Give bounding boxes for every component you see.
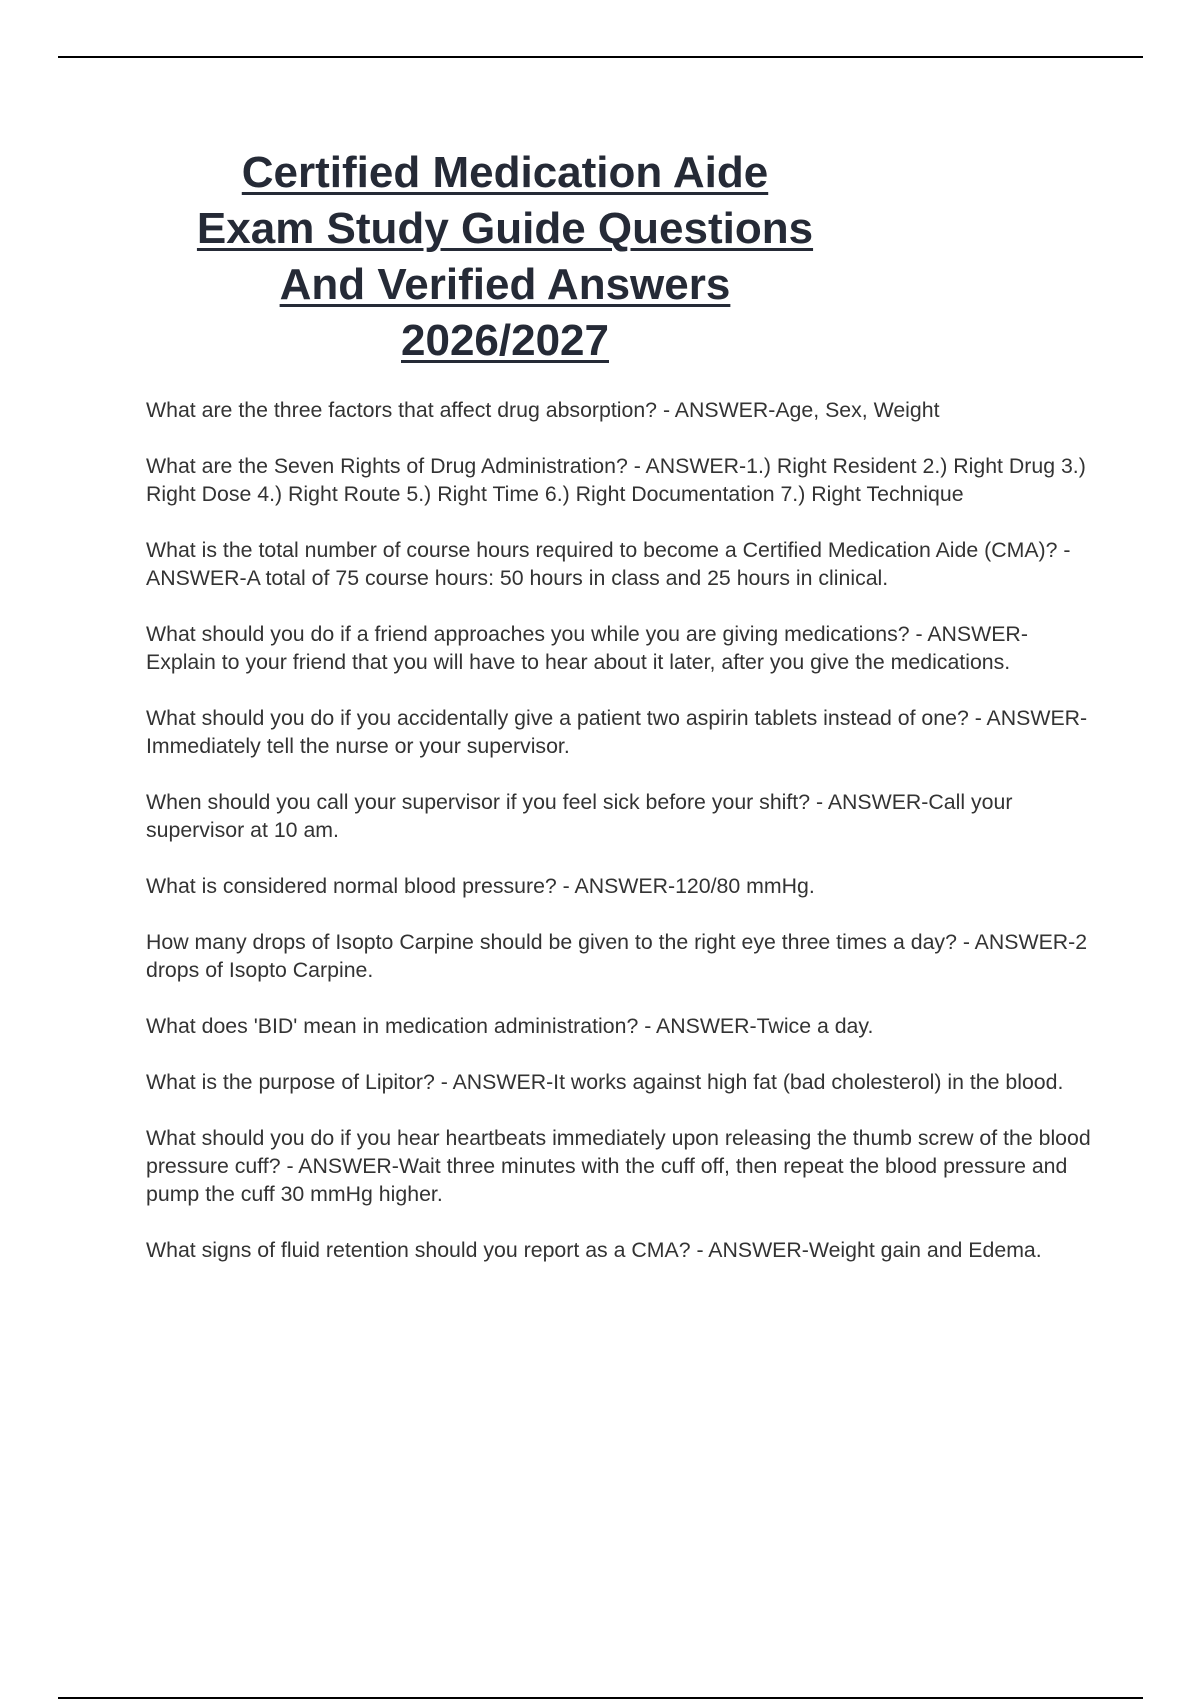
top-divider	[58, 56, 1143, 58]
question-answer-item: What is the purpose of Lipitor? - ANSWER-It works against high fat (bad cholesterol) in the blood.	[146, 1070, 1064, 1094]
title-line: Certified Medication Aide	[241, 148, 769, 197]
question-answer-item: What does 'BID' mean in medication administration? - ANSWER-Twice a day.	[146, 1014, 874, 1038]
document-title	[150, 145, 860, 369]
question-answer-list	[146, 396, 1091, 1292]
question-answer-item: What signs of fluid retention should you report as a CMA? - ANSWER-Weight gain and Edema.	[146, 1238, 1042, 1262]
title-line: Exam Study Guide Questions	[196, 204, 814, 253]
question-answer-item: What should you do if you hear heartbeats immediately upon releasing the thumb screw of the blood pressure cuff? - ANSWER-Wait three minutes with the cuff off, then repeat the blood pressure and pump the cuff 30 mmHg higher.	[146, 1126, 1091, 1206]
question-answer-item: What is considered normal blood pressure? - ANSWER-120/80 mmHg.	[146, 874, 815, 898]
question-answer-item: How many drops of Isopto Carpine should be given to the right eye three times a day? - ANSWER-2 drops of Isopto Carpine.	[146, 930, 1088, 982]
question-answer-item: What should you do if you accidentally give a patient two aspirin tablets instead of one? - ANSWER-Immediately tell the nurse or your supervisor.	[146, 706, 1088, 758]
question-answer-item: What are the Seven Rights of Drug Administration? - ANSWER-1.) Right Resident 2.) Right Drug 3.) Right Dose 4.) Right Route 5.) Right Time 6.) Right Documentation 7.) Right Technique	[146, 454, 1086, 506]
title-line: 2026/2027	[401, 316, 609, 365]
bottom-divider	[58, 1697, 1143, 1699]
question-answer-item: When should you call your supervisor if you feel sick before your shift? - ANSWER-Call your supervisor at 10 am.	[146, 790, 1013, 842]
title-line: And Verified Answers	[279, 260, 731, 309]
question-answer-item: What is the total number of course hours required to become a Certified Medication Aide (CMA)? - ANSWER-A total of 75 course hours: 50 hours in class and 25 hours in clinical.	[146, 538, 1071, 590]
question-answer-item: What should you do if a friend approaches you while you are giving medications? - ANSWER-Explain to your friend that you will have to hear about it later, after you give the medications.	[146, 622, 1028, 674]
question-answer-item: What are the three factors that affect drug absorption? - ANSWER-Age, Sex, Weight	[146, 398, 940, 422]
